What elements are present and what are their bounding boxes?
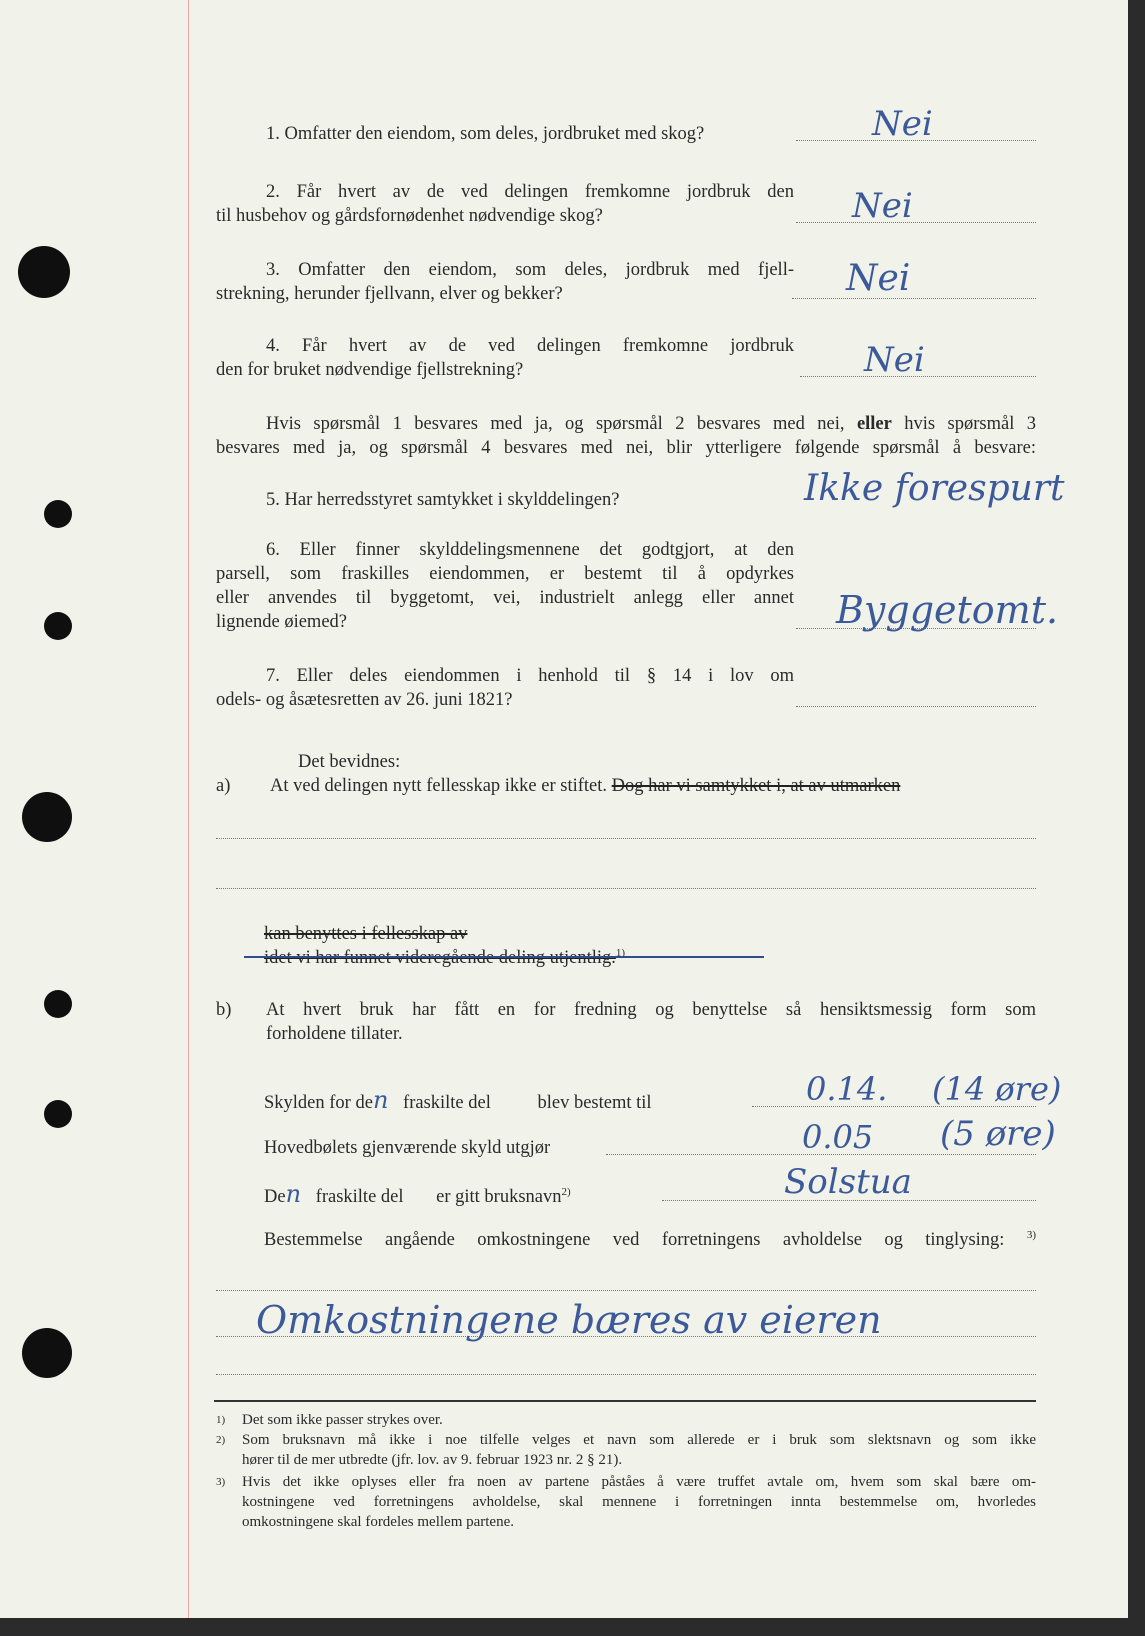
field-label: Skylden for de	[264, 1093, 373, 1113]
question-line: 7. Eller deles eiendommen i henhold til § 14 i lov om	[266, 666, 794, 686]
field-label: fraskilte del	[315, 1187, 404, 1207]
hovedbol-field: Hovedbølets gjenværende skyld utgjør	[264, 1138, 551, 1158]
footnote-number: 2)	[216, 1434, 226, 1446]
handwritten-answer: Nei	[864, 340, 925, 380]
attest-a-text: At ved delingen nytt fellesskap ikke er stiftet.	[270, 776, 608, 796]
question-4	[216, 334, 794, 358]
footnote-ref: 3)	[1026, 1228, 1037, 1241]
handwritten-note: (5 øre)	[940, 1114, 1056, 1154]
question-line: den for bruket nødvendige fjellstrekning?	[216, 360, 524, 380]
handwritten-value: 0.05	[802, 1118, 874, 1156]
attest-b-line: At hvert bruk har fått en for fredning og benyttelse så hensiktsmessig form som	[266, 1000, 1036, 1020]
handwritten-answer: Byggetomt.	[836, 588, 1059, 632]
handwritten-value: Solstua	[784, 1162, 912, 1202]
question-line: 4. Får hvert av de ved delingen fremkomne jordbruk	[266, 336, 794, 356]
skyld-field	[264, 1088, 652, 1115]
punch-hole	[44, 1100, 72, 1128]
question-text: 1. Omfatter den eiendom, som deles, jordbruket med skog?	[266, 124, 705, 144]
punch-hole	[18, 246, 70, 298]
footnote-line: hører til de mer utbredte (jfr. lov. av 9. februar 1923 nr. 2 § 21).	[242, 1452, 623, 1468]
answer-line	[792, 298, 1036, 299]
handwritten-answer: Nei	[872, 104, 933, 144]
attest-heading: Det bevidnes:	[298, 752, 401, 772]
answer-line	[796, 222, 1036, 223]
attest-a-struck: Dog har vi samtykket i, at av utmarken	[611, 776, 901, 796]
question-4-cont	[216, 358, 523, 382]
question-2	[216, 180, 794, 204]
field-label: De	[264, 1187, 286, 1207]
footnote-3	[216, 1472, 1036, 1532]
handwritten-answer: Ikke forespurt	[804, 468, 1065, 509]
question-line: strekning, herunder fjellvann, elver og bekker?	[216, 284, 563, 304]
footnote-ref: 2)	[561, 1185, 571, 1198]
strike-line	[244, 956, 764, 958]
handwritten-fill: n	[372, 1086, 389, 1114]
footnote-line: omkostningene skal fordeles mellem partene.	[242, 1514, 514, 1530]
field-label: blev bestemt til	[537, 1093, 652, 1113]
instruction-text: hvis spørsmål 3	[904, 414, 1037, 434]
footnote-line: Det som ikke passer strykes over.	[242, 1412, 443, 1428]
punch-hole	[22, 1328, 72, 1378]
question-line: eller anvendes til byggetomt, vei, industrielt anlegg eller annet	[216, 588, 794, 608]
blank-line	[216, 1290, 1036, 1291]
question-line: 6. Eller finner skylddelingsmennene det godtgjort, at den	[266, 540, 794, 560]
field-label: fraskilte del	[403, 1093, 491, 1113]
question-5	[266, 488, 619, 512]
punch-hole	[22, 792, 72, 842]
attest-b-label: b)	[216, 1000, 232, 1020]
footnote-1	[216, 1410, 1036, 1430]
footnote-number: 3)	[216, 1476, 226, 1488]
struck-line-2	[264, 946, 625, 970]
footnote-2	[216, 1430, 1036, 1470]
attest-b-cont: forholdene tillater.	[266, 1024, 403, 1044]
question-2-cont	[216, 204, 603, 228]
question-6-cont	[216, 610, 347, 634]
struck-text: idet vi har funnet videregående deling utjentlig.	[264, 948, 616, 968]
field-label: Bestemmelse angående omkostningene ved forretningens avholdelse og tinglysing:	[264, 1230, 1005, 1250]
question-line: til husbehov og gårdsfornødenhet nødvendige skog?	[216, 206, 603, 226]
blank-line	[216, 1374, 1036, 1375]
instruction-text: Hvis spørsmål 1 besvares med ja, og spørsmål 2 besvares med nei,	[266, 414, 845, 434]
instruction-line-1	[216, 412, 1036, 436]
question-6-cont	[216, 562, 794, 586]
question-line: 2. Får hvert av de ved delingen fremkomne jordbruk den	[266, 182, 794, 202]
margin-line	[188, 0, 189, 1618]
field-label: er gitt bruksnavn	[436, 1187, 562, 1207]
punch-hole	[44, 500, 72, 528]
attest-a	[270, 774, 900, 798]
question-1	[266, 122, 704, 146]
question-6-cont	[216, 586, 794, 610]
punch-hole	[44, 990, 72, 1018]
bruksnavn-field	[264, 1182, 571, 1209]
instruction-text: besvares med ja, og spørsmål 4 besvares med nei, blir ytterligere følgende spørsmål å besvare:	[216, 438, 1036, 458]
question-6	[216, 538, 794, 562]
blank-line	[216, 838, 1036, 839]
footnote-rule	[214, 1400, 1036, 1402]
bestemmelse-field	[264, 1228, 1036, 1252]
question-line: 3. Omfatter den eiendom, som deles, jordbruk med fjell-	[266, 260, 794, 280]
attest-a-label: a)	[216, 776, 231, 796]
question-7	[216, 664, 794, 688]
footnote-ref: 1)	[615, 946, 626, 959]
handwritten-fill: n	[285, 1180, 302, 1208]
question-line: parsell, som fraskilles eiendommen, er bestemt til å opdyrkes	[216, 564, 794, 584]
footnote-line: Som bruksnavn må ikke i noe tilfelle velges et navn som allerede er i bruk som slektsnavn og som ikke	[242, 1432, 1036, 1448]
footnote-number: 1)	[216, 1414, 226, 1426]
footnote-line: kostningene ved forretningens avholdelse, skal mennene i forretningen innta bestemmelse om, hvorledes	[242, 1494, 1036, 1510]
attest-b	[266, 998, 1036, 1022]
answer-line	[796, 706, 1036, 707]
struck-line-1: kan benyttes i fellesskap av	[264, 924, 468, 944]
handwritten-answer: Nei	[852, 186, 913, 226]
handwritten-value: Omkostningene bæres av eieren	[256, 1298, 882, 1342]
punch-hole	[44, 612, 72, 640]
blank-line	[216, 888, 1036, 889]
question-3	[216, 258, 794, 282]
handwritten-value: 0.14.	[806, 1070, 888, 1108]
question-line: lignende øiemed?	[216, 612, 347, 632]
instruction-line-2	[216, 436, 1036, 460]
question-3-cont	[216, 282, 563, 306]
instruction-emphasis: eller	[856, 414, 892, 434]
footnote-line: Hvis det ikke oplyses eller fra noen av partene påståes å være truffet avtale om, hvem som skal bære om-	[242, 1474, 1036, 1490]
question-7-cont	[216, 688, 512, 712]
handwritten-answer: Nei	[846, 258, 911, 299]
question-line: odels- og åsætesretten av 26. juni 1821?	[216, 690, 513, 710]
handwritten-note: (14 øre)	[932, 1070, 1062, 1108]
question-text: 5. Har herredsstyret samtykket i skylddelingen?	[266, 490, 620, 510]
